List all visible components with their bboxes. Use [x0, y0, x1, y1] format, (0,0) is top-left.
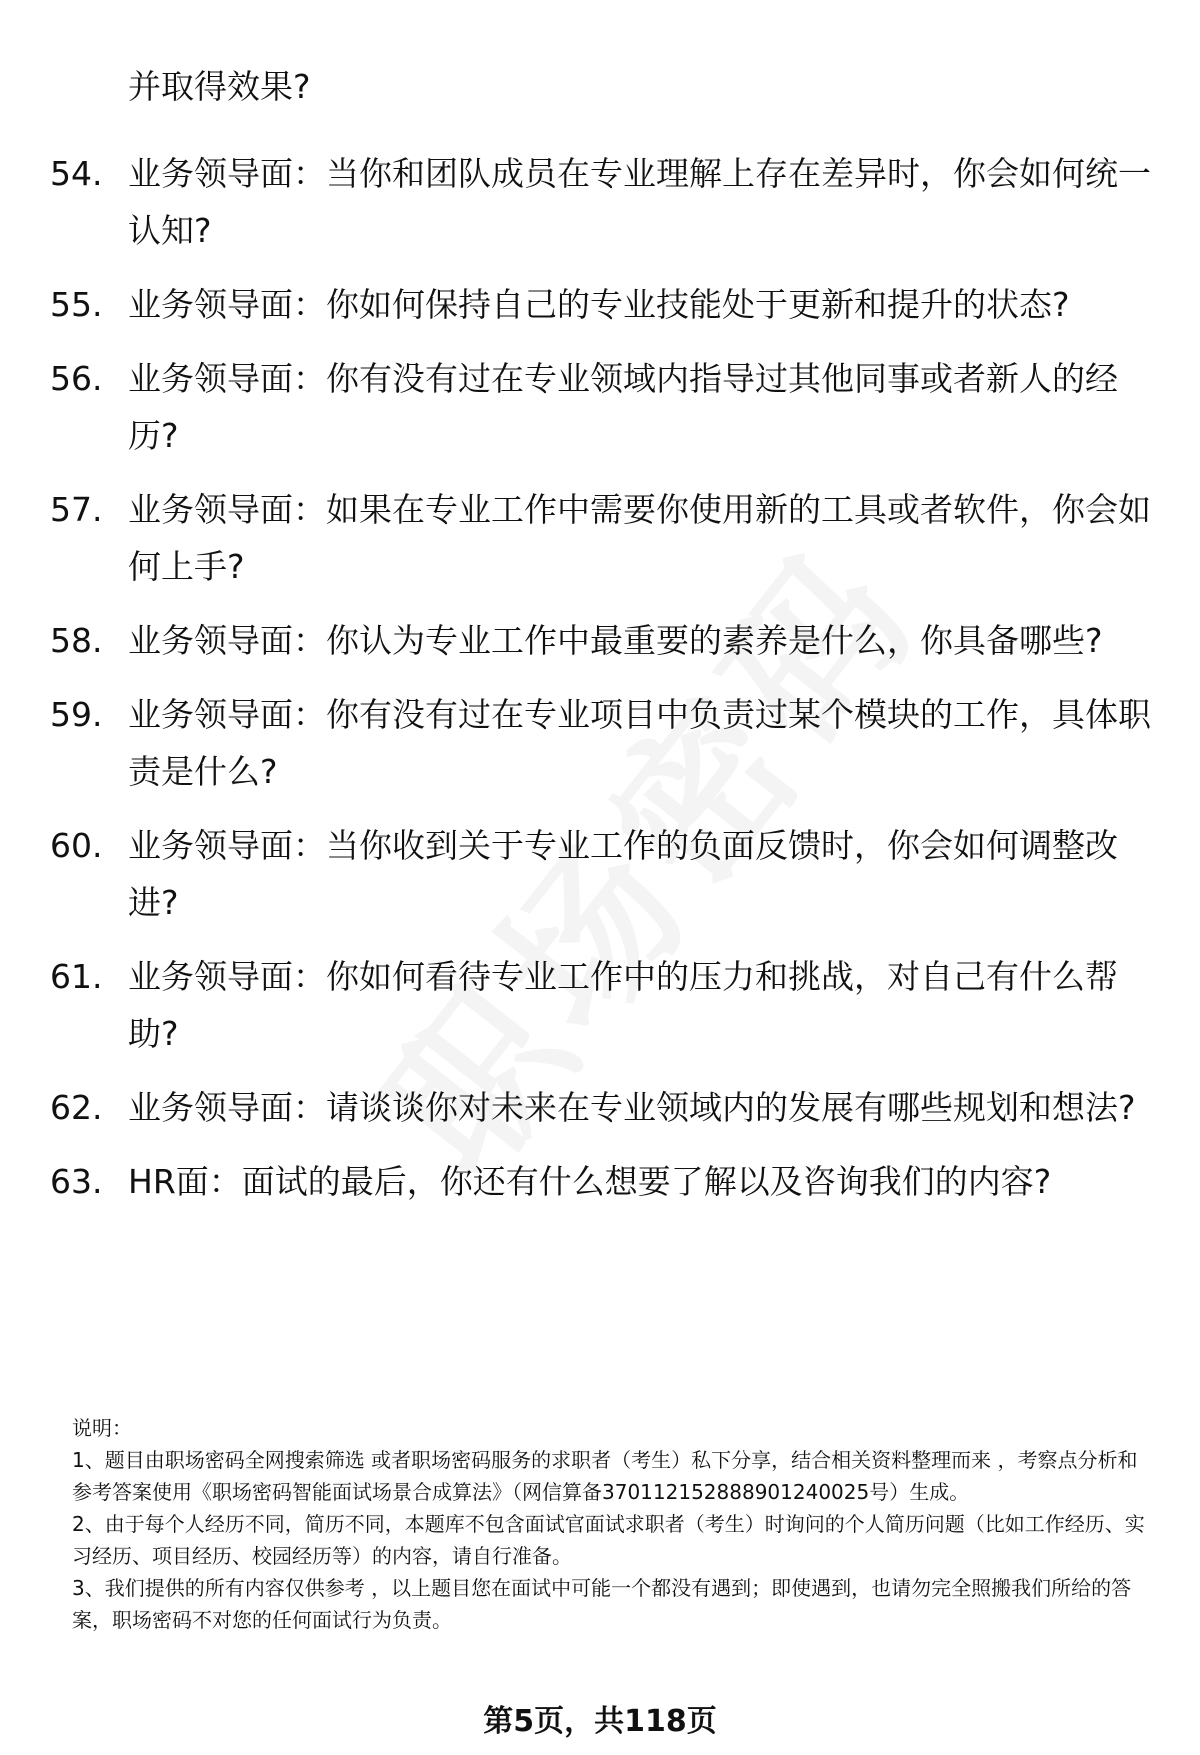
question-text: 业务领导面：你有没有过在专业项目中负责过某个模块的工作，具体职责是什么?: [128, 695, 1151, 791]
question-text: 业务领导面：当你和团队成员在专业理解上存在差异时，你会如何统一认知?: [128, 154, 1151, 250]
question-text: 业务领导面：当你收到关于专业工作的负面反馈时，你会如何调整改进?: [128, 826, 1118, 922]
note-item: 3、我们提供的所有内容仅供参考 ，以上题目您在面试中可能一个都没有遇到；即使遇到，也请勿完全照搬我们所给的答案，职场密码不对您的任何面试行为负责。: [72, 1576, 1132, 1632]
question-item: [50, 817, 1160, 931]
question-item: [50, 145, 1160, 259]
question-number: 60.: [50, 826, 103, 865]
question-number: 54.: [50, 154, 103, 193]
question-text: 业务领导面：你如何保持自己的专业技能处于更新和提升的状态?: [128, 285, 1070, 324]
question-text: 业务领导面：你有没有过在专业领域内指导过其他同事或者新人的经历?: [128, 359, 1118, 455]
question-number: 61.: [50, 957, 103, 996]
page-number-footer: 第5页，共118页: [483, 1704, 717, 1739]
question-text: 业务领导面：如果在专业工作中需要你使用新的工具或者软件，你会如何上手?: [128, 490, 1151, 586]
question-item: [50, 1153, 1160, 1210]
question-item: [50, 1079, 1160, 1136]
question-text: HR面：面试的最后，你还有什么想要了解以及咨询我们的内容?: [128, 1162, 1052, 1201]
question-number: 62.: [50, 1088, 103, 1127]
question-text: 业务领导面：你认为专业工作中最重要的素养是什么，你具备哪些?: [128, 621, 1103, 660]
question-continuation: 并取得效果?: [128, 67, 311, 106]
question-number: 55.: [50, 285, 103, 324]
question-number: 56.: [50, 359, 103, 398]
question-text: 业务领导面：你如何看待专业工作中的压力和挑战，对自己有什么帮助?: [128, 957, 1118, 1053]
question-item: [50, 350, 1160, 464]
question-item: [50, 276, 1160, 333]
question-item: [50, 948, 1160, 1062]
notes-heading: 说明：: [72, 1416, 132, 1440]
question-text: 业务领导面：请谈谈你对未来在专业领域内的发展有哪些规划和想法?: [128, 1088, 1136, 1127]
question-item: [50, 481, 1160, 595]
question-number: 63.: [50, 1162, 103, 1201]
question-item: [50, 686, 1160, 800]
question-number: 58.: [50, 621, 103, 660]
question-number: 59.: [50, 695, 103, 734]
note-item: 2、由于每个人经历不同，简历不同，本题库不包含面试官面试求职者（考生）时询问的个人简历问题（比如工作经历、实习经历、项目经历、校园经历等）的内容，请自行准备。: [72, 1512, 1145, 1568]
note-item: 1、题目由职场密码全网搜索筛选 或者职场密码服务的求职者（考生）私下分享，结合相关资料整理而来 ，考察点分析和参考答案使用《职场密码智能面试场景合成算法》（网信算备370112152888901240025号）生成。: [72, 1448, 1138, 1504]
question-item: [50, 612, 1160, 669]
question-number: 57.: [50, 490, 103, 529]
question-list: [50, 145, 1160, 1227]
notes-section: [72, 1412, 1152, 1636]
